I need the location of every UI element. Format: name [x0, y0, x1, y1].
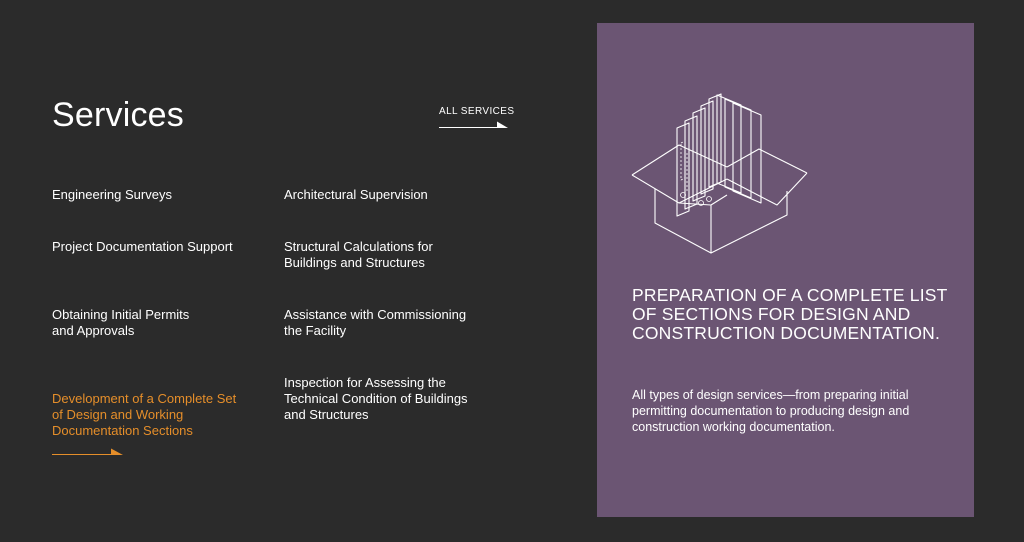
- all-services-label: ALL SERVICES: [439, 106, 515, 117]
- service-label: Architectural Supervision: [284, 187, 428, 202]
- service-label: Assistance with Commissioning the Facility: [284, 307, 467, 338]
- active-arrow-icon: [52, 448, 124, 456]
- service-label: Inspection for Assessing the Technical Condition of Buildings and Structures: [284, 375, 468, 422]
- box-with-documents-icon: [627, 83, 817, 263]
- panel-heading: PREPARATION OF A COMPLETE LIST OF SECTIONS FOR DESIGN AND CONSTRUCTION DOCUMENTATION.: [632, 285, 948, 343]
- service-label: Obtaining Initial Permits and Approvals: [52, 307, 190, 338]
- service-item-complete-set-documentation[interactable]: [52, 375, 272, 472]
- service-label: Development of a Complete Set of Design and Working Documentation Sections: [52, 391, 237, 438]
- service-item-project-documentation-support[interactable]: [52, 239, 272, 255]
- service-item-architectural-supervision[interactable]: [284, 187, 504, 203]
- panel-description: All types of design services—from preparing initial permitting documentation to producing design and construction working documentation.: [632, 388, 910, 434]
- service-detail-panel: [597, 23, 974, 517]
- service-item-engineering-surveys[interactable]: [52, 187, 272, 203]
- arrow-right-icon: [439, 121, 509, 129]
- service-item-inspection[interactable]: [284, 375, 504, 423]
- all-services-link[interactable]: [439, 106, 514, 129]
- service-item-commissioning[interactable]: [284, 307, 504, 339]
- service-label: Engineering Surveys: [52, 187, 172, 202]
- service-label: Project Documentation Support: [52, 239, 233, 254]
- service-label: Structural Calculations for Buildings and Structures: [284, 239, 433, 270]
- service-item-initial-permits[interactable]: [52, 307, 272, 339]
- service-item-structural-calculations[interactable]: [284, 239, 504, 271]
- page-title: Services: [52, 96, 184, 134]
